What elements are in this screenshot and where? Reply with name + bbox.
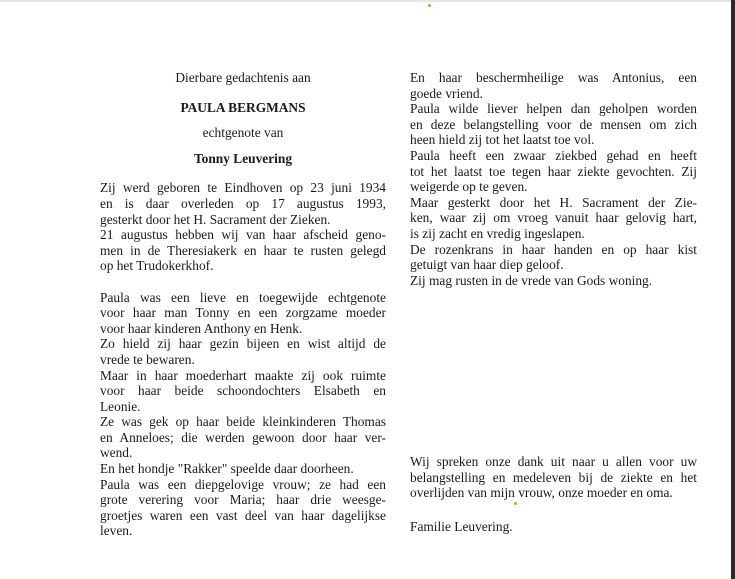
text-line: leven. [100,523,133,539]
text-line: en Anneloes; die werden gewoon door haar ver- [100,429,386,445]
left-column [100,70,386,539]
spouse-name: Tonny Leuvering [193,150,293,166]
text-line: vrede te bewaren. [100,351,195,367]
text-line: Paula heeft een zwaar ziekbed gehad en heeft [410,147,697,163]
text-line: voor haar kinderen Anthony en Henk. [100,320,303,336]
top-border [0,0,735,2]
text-line: De rozenkrans in haar handen en op haar kist [410,241,697,257]
text-line: tot het laatst toe tegen haar ziekte gevochten. Zij [410,163,697,179]
text-line: op het Trudokerkhof. [100,258,214,274]
text-line: voor haar man Tonny en een zorgzame moeder [100,305,386,321]
text-line: Maar gesterkt door het H. Sacrament der Zie- [410,194,697,210]
family-paragraph [100,290,386,540]
text-line: Maar in haar moederhart maakte zij ook ruimte [100,367,386,383]
text-line: Zo hield zij haar gezin bijeen en wist altijd de [100,336,386,352]
deceased-name: PAULA BERGMANS [180,99,306,115]
text-line: grote verering voor Maria; haar drie weesge- [100,492,386,508]
text-line: ken, waar zij om vroeg vanuit haar gelovig hart, [410,210,697,226]
text-line: en is daar overleden op 17 augustus 1993, [100,195,386,211]
faith-paragraph [410,70,697,288]
text-line: wend. [100,445,133,461]
text-line: En haar beschermheilige was Antonius, een [410,70,697,85]
right-column [410,70,697,534]
text-line: en deze belangstelling voor de mensen om zich [410,116,697,132]
memorial-header: Dierbare gedachtenis aan [175,70,311,85]
ink-speck [428,4,431,7]
text-line: Paula was een lieve en toegewijde echtgenote [100,289,386,305]
text-line: weigerde op te geven. [410,179,528,195]
text-line: Wij spreken onze dank uit naar u allen voor uw [410,454,697,469]
text-line: men in de Theresiakerk en haar te rusten gelegd [100,242,386,258]
text-line: is zij zacht en vredig ingeslapen. [410,225,585,241]
text-line: Leonie. [100,398,141,414]
text-line: Paula wilde liever helpen dan geholpen worden [410,101,697,117]
relation-label: echtgenote van [202,125,284,141]
text-line: gesterkt door het H. Sacrament der Zieken. [100,211,331,227]
text-line: belangstelling en medeleven bij de ziekte en het [410,469,697,485]
thanks-paragraph [410,454,697,534]
text-line: Ze was gek op haar beide kleinkinderen Thomas [100,414,386,430]
text-line: Zij werd geboren te Eindhoven op 23 juni 1934 [100,180,386,196]
text-line: groetjes waren een vast deel van haar dagelijkse [100,507,386,523]
text-line: getuigt van haar diep geloof. [410,257,564,273]
text-line: overlijden van mijn vrouw, onze moeder en oma. [410,485,673,501]
text-line: voor haar beide schoondochters Elsabeth en [100,383,386,399]
biography-paragraph [100,180,386,274]
text-line: goede vriend. [410,85,483,101]
text-line: heen hield zij tot het laatst toe vol. [410,132,595,148]
family-signature: Familie Leuvering. [410,518,513,534]
text-line: Paula was een diepgelovige vrouw; ze had een [100,476,386,492]
text-line: 21 augustus hebben wij van haar afscheid geno- [100,227,386,243]
right-border [731,0,735,579]
text-line: En het hondje "Rakker" speelde daar doorheen. [100,461,354,477]
text-line: Zij mag rusten in de vrede van Gods woning. [410,272,653,288]
